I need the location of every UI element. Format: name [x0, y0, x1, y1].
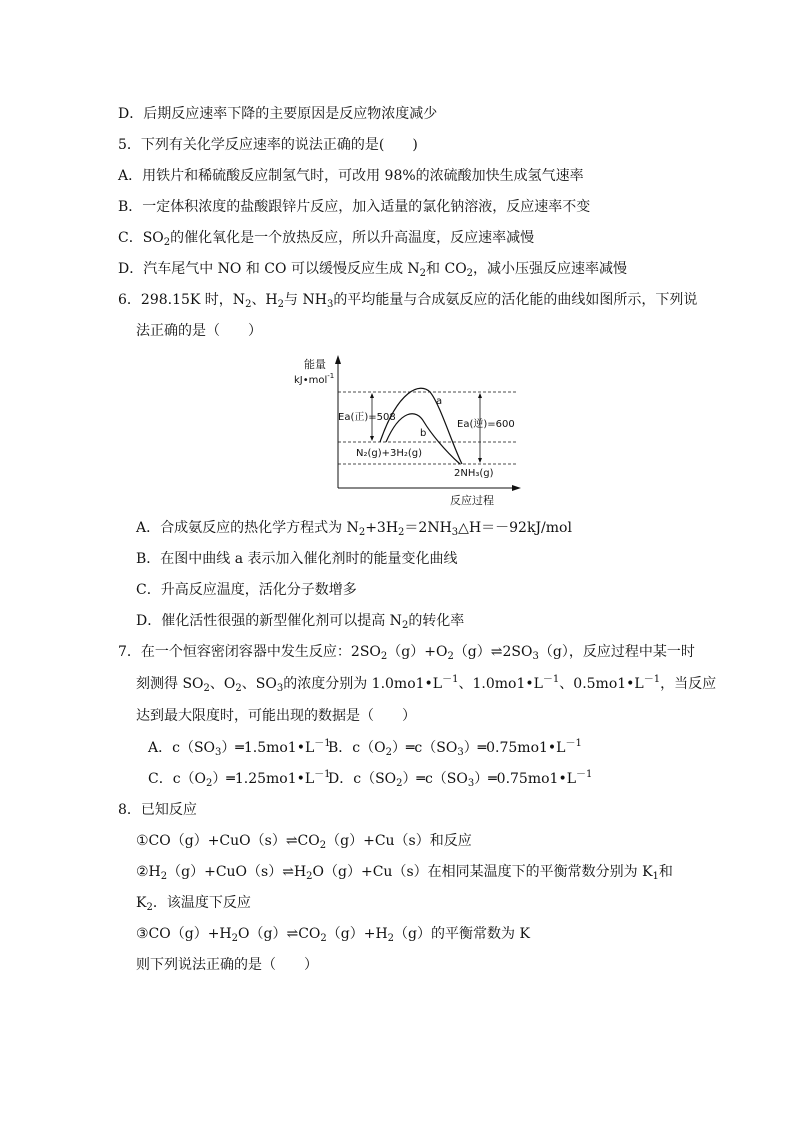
q7-option-b: B．$c(O_2)═c(SO_3)═0.75mo1•L^{-1}$	[328, 738, 582, 758]
y-axis-arrow	[335, 355, 341, 364]
ea-reverse-label: Ea(逆)=600	[457, 419, 515, 430]
q6-stem-line1: 6．298.15K 时，$N_2$、$H_2$与 $NH_3$的平均能量与合成氨反应的活化能的曲线如图所示，下列说	[118, 292, 698, 310]
ea-reverse-arrowhead-down	[478, 458, 482, 463]
x-axis-arrow	[512, 485, 521, 491]
q8-stem: 8．已知反应	[118, 802, 197, 818]
q8-reaction-3: $③CO(g)+H_2O(g)\rightleftharpoons CO_2(g)+H_2(g)$的平衡常数为 K	[136, 926, 530, 944]
ea-reverse-arrowhead-up	[478, 393, 482, 398]
q8-reaction-1: $①CO(g)+CuO(s)\rightleftharpoons CO_2(g)+Cu(s)$和反应	[136, 833, 472, 851]
q7-stem-line2: 刻测得 $SO_2$、$O_2$、$SO_3$的浓度分别为 $1.0mo1•L^{-1}$、$1.0mo1•L^{-1}$、$0.5mo1•L^{-1}$，当反应	[136, 674, 717, 694]
q7-stem-line3: 达到最大限度时，可能出现的数据是（ ）	[136, 708, 416, 724]
q7-option-a: A．$c(SO_3)═1.5mo1•L^{-1}$	[148, 738, 331, 758]
q8-reaction-2-continued: $K_2$．该温度下反应	[136, 895, 251, 913]
q5-option-d: D．汽车尾气中 NO 和 CO 可以缓慢反应生成 $N_2$和 $CO_2$，减小压强反应速率减慢	[118, 261, 628, 279]
q6-option-b: B．在图中曲线 a 表示加入催化剂时的能量变化曲线	[136, 551, 458, 567]
ea-forward-arrowhead-down	[370, 436, 374, 441]
q7-option-c: C．$c(O_2)═1.25mo1•L^{-1}$	[148, 769, 331, 789]
reactants-label: N₂(g)+3H₂(g)	[356, 448, 423, 459]
y-axis-unit: kJ•mol$^{-1}$	[294, 372, 335, 386]
product-label: 2NH₃(g)	[454, 468, 494, 479]
q6-stem-line2: 法正确的是（ ）	[136, 323, 262, 339]
q4-option-d: D．后期反应速率下降的主要原因是反应物浓度减少	[118, 106, 438, 122]
q6-option-c: C．升高反应温度，活化分子数增多	[136, 582, 357, 598]
q8-question: 则下列说法正确的是（ ）	[136, 957, 318, 973]
ea-forward-label: Ea(正)=508	[338, 412, 396, 423]
curve-a-label: a	[436, 396, 443, 407]
q5-stem: 5．下列有关化学反应速率的说法正确的是( )	[118, 137, 418, 153]
q7-stem-line1: 7．在一个恒容密闭容器中发生反应：$2SO_2(g)+O_2(g)\rightleftharpoons 2SO_3(g)$，反应过程中某一时	[118, 644, 695, 662]
energy-diagram-svg	[290, 352, 530, 508]
q6-option-a: A．合成氨反应的热化学方程式为 $N_2+3H_2=2NH_3\triangle H=-92kJ$/mol	[136, 520, 572, 538]
q5-option-c: C．$SO_2$的催化氧化是一个放热反应，所以升高温度，反应速率减慢	[118, 230, 535, 248]
curve-b-label: b	[420, 428, 427, 439]
q5-option-b: B．一定体积浓度的盐酸跟锌片反应，加入适量的氯化钠溶液，反应速率不变	[118, 199, 591, 215]
q6-option-d: D．催化活性很强的新型催化剂可以提高 $N_2$的转化率	[136, 613, 465, 631]
y-axis-label: 能量	[304, 358, 326, 371]
q7-option-d: D．$c(SO_2)═c(SO_3)═0.75mo1•L^{-1}$	[328, 769, 593, 789]
ea-forward-arrowhead-up	[370, 393, 374, 398]
q5-option-a: A．用铁片和稀硫酸反应制氢气时，可改用 98%的浓硫酸加快生成氢气速率	[118, 168, 584, 184]
q8-reaction-2: $②H_2(g)+CuO(s)\rightleftharpoons H_2O(g)+Cu(s)$在相同某温度下的平衡常数分别为 $K_1$和	[136, 864, 673, 882]
energy-diagram	[290, 352, 530, 508]
x-axis-label: 反应过程	[450, 494, 494, 507]
